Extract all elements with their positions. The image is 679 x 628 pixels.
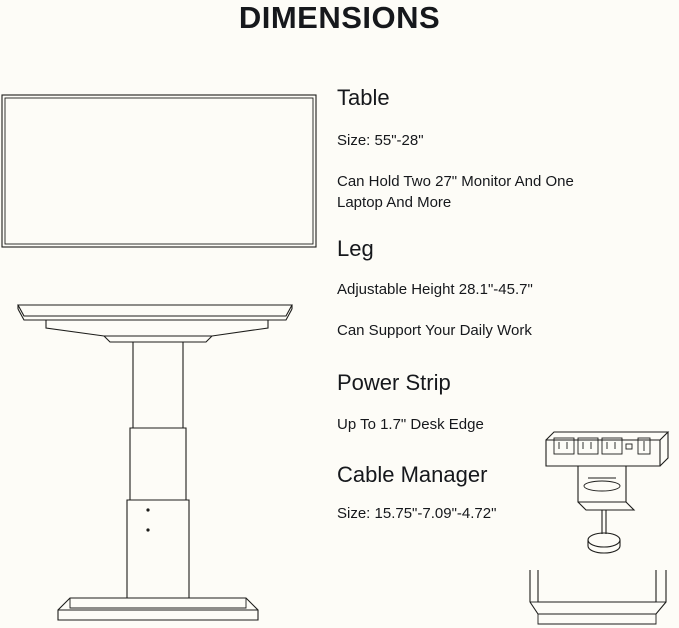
cable-manager-illustration: [516, 568, 679, 628]
spec-block-table: [337, 86, 679, 213]
spec-heading-leg: Leg: [337, 236, 374, 262]
power-strip-illustration-svg: [520, 418, 679, 568]
spec-text-cable-manager-size: Size: 15.75"-7.09"-4.72": [337, 504, 497, 522]
spec-block-leg: [337, 237, 679, 341]
spec-text-power-strip-edge: Up To 1.7" Desk Edge: [337, 415, 484, 433]
spec-text-leg-support: Can Support Your Daily Work: [337, 322, 532, 340]
page-title: DIMENSIONS: [238, 0, 441, 35]
power-strip-illustration: [520, 418, 679, 568]
spec-heading-table: Table: [337, 85, 390, 110]
spec-heading-power-strip: Power Strip: [337, 370, 451, 396]
spec-text-table-size: Size: 55"-28": [337, 132, 424, 150]
spec-text-leg-height: Adjustable Height 28.1"-45.7": [337, 281, 533, 299]
desk-illustration: [0, 80, 320, 625]
desk-illustration-svg: [0, 80, 320, 625]
cable-manager-illustration-svg: [516, 568, 679, 628]
spec-text-table-capacity: Can Hold Two 27" Monitor And One Laptop And More: [337, 173, 574, 212]
spec-heading-cable-manager: Cable Manager: [337, 461, 488, 487]
